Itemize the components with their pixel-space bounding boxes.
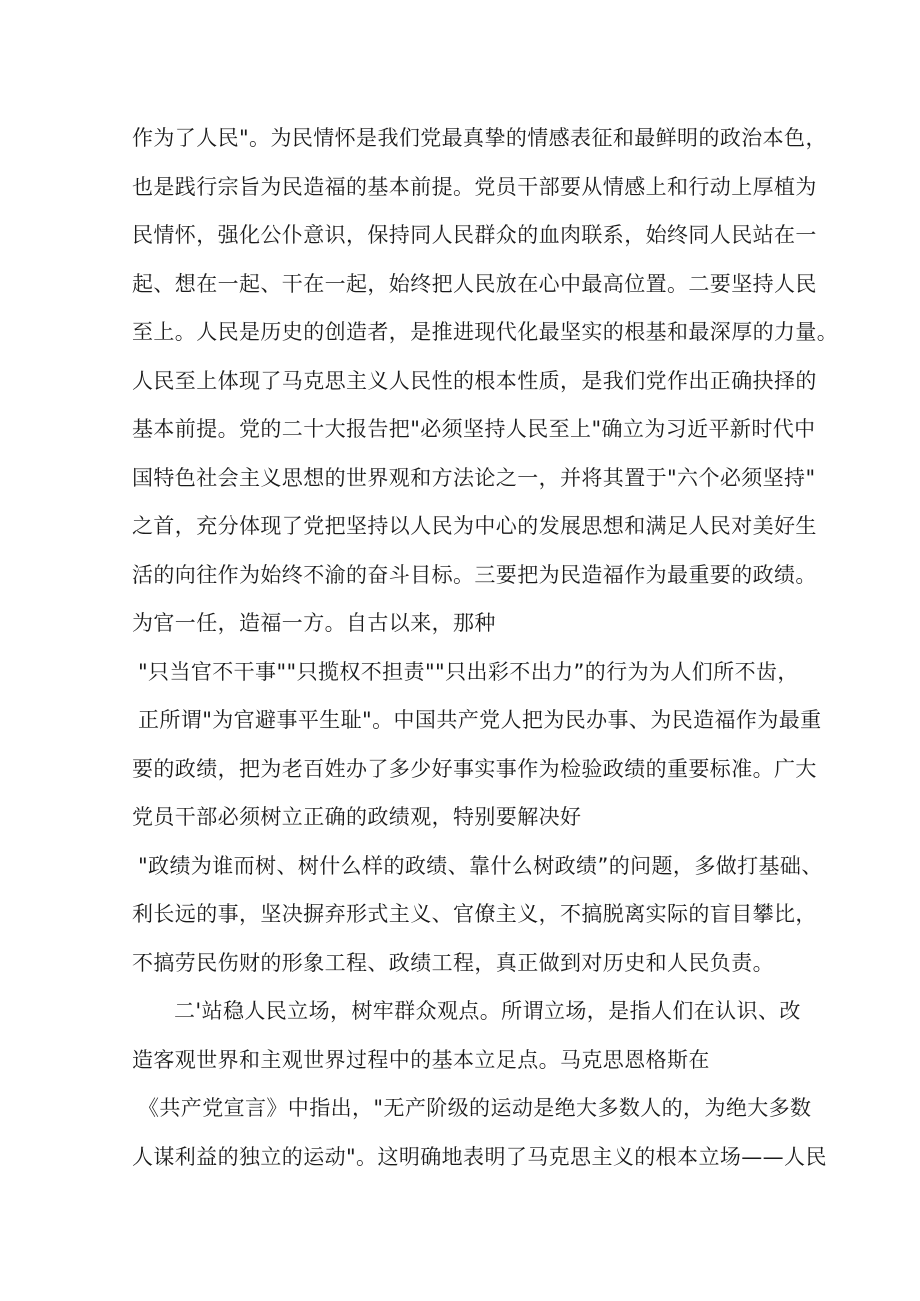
text-line: 人民至上体现了马克思主义人民性的根本性质，是我们党作出正确抉择的: [132, 368, 817, 393]
text-line: 党员干部必须树立正确的政绩观，特别要解决好: [132, 805, 582, 829]
text-line: 之首，充分体现了党把坚持以人民为中心的发展思想和满足人民对美好生: [132, 514, 817, 538]
body-text: [132, 114, 839, 1181]
text-line: 至上。人民是历史的创造者，是推进现代化最坚实的根基和最深厚的力量。: [132, 320, 839, 344]
text-line: 造客观世界和主观世界过程中的基本立足点。马克思恩格斯在: [132, 1047, 710, 1072]
text-line: 不搞劳民伤财的形象工程、政绩工程，真正做到对历史和人民负责。: [132, 950, 774, 975]
text-line: "只当官不干事""只揽权不担责""只出彩不出力”的行为为人们所不齿，: [138, 659, 799, 684]
text-line: 国特色社会主义思想的世界观和方法论之一，并将其置于"六个必须坚持": [132, 465, 816, 490]
text-line: 《共产党宣言》中指出，"无产阶级的运动是绝大多数人的，为绝大多数: [138, 1096, 812, 1120]
text-line: 为官一任，造福一方。自古以来，那种: [132, 611, 496, 635]
text-line: 人谋利益的独立的运动"。这明确地表明了马克思主义的根本立场——人民: [132, 1144, 827, 1169]
text-line: "政绩为谁而树、树什么样的政绩、靠什么树政绩”的问题，多做打基础、: [138, 853, 823, 878]
text-line: 正所谓"为官避事平生耻"。中国共产党人把为民办事、为民造福作为最重: [138, 708, 822, 732]
text-line: 基本前提。党的二十大报告把"必须坚持人民至上"确立为习近平新时代中: [132, 417, 816, 441]
paragraph-start-line: 二'站稳人民立场，树牢群众观点。所谓立场，是指人们在认识、改: [174, 999, 801, 1023]
text-line: 利长远的事，坚决摒弃形式主义、官僚主义，不搞脱离实际的盲目攀比，: [132, 902, 817, 926]
text-line: 起、想在一起、干在一起，始终把人民放在心中最高位置。二要坚持人民: [132, 271, 817, 296]
text-line: 作为了人民"。为民情怀是我们党最真挚的情感表征和最鲜明的政治本色，: [132, 126, 827, 150]
text-line: 活的向往作为始终不渝的奋斗目标。三要把为民造福作为最重要的政绩。: [132, 562, 817, 587]
text-line: 要的政绩，把为老百姓办了多少好事实事作为检验政绩的重要标准。广大: [132, 756, 817, 781]
text-line: 民情怀，强化公仆意识，保持同人民群众的血肉联系，始终同人民站在一: [132, 223, 817, 247]
text-line: 也是践行宗旨为民造福的基本前提。党员干部要从情感上和行动上厚植为: [132, 174, 817, 199]
